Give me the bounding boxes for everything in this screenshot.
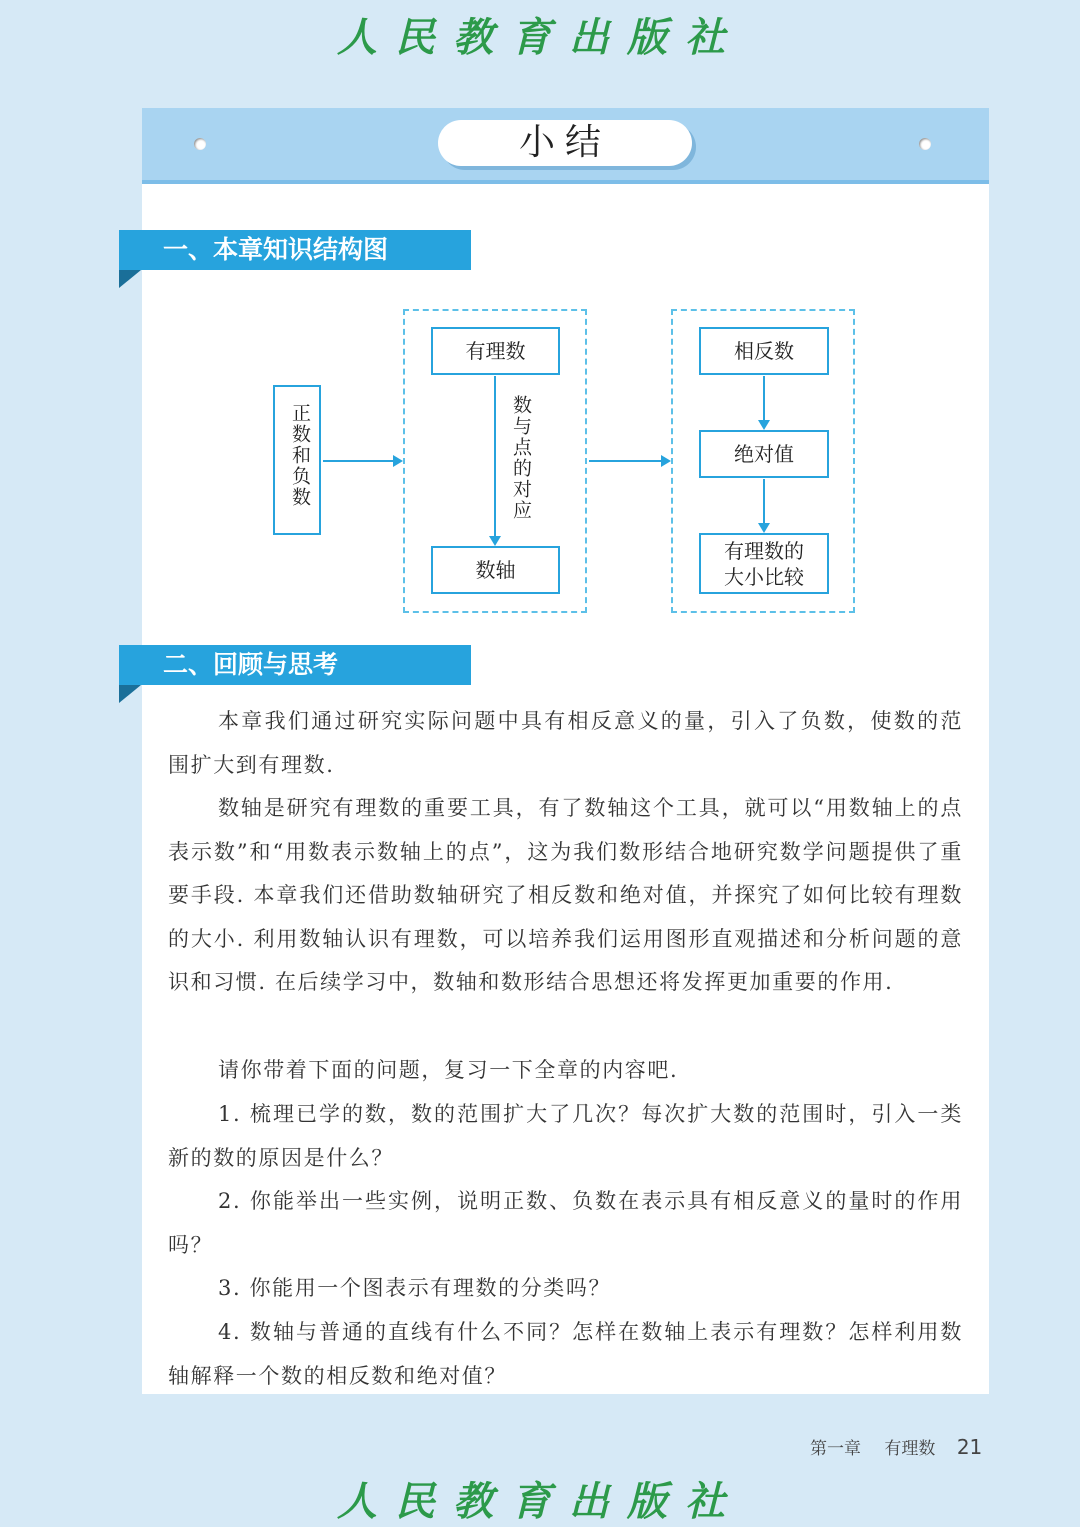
node-positive-negative: 正数和负数 xyxy=(273,385,321,535)
section-heading-review: 二、回顾与思考 xyxy=(119,645,471,685)
question-1: 1. 梳理已学的数，数的范围扩大了几次？每次扩大数的范围时，引入一类新的数的原因是什么？ xyxy=(168,1102,963,1170)
question-2: 2. 你能举出一些实例，说明正数、负数在表示具有相反意义的量时的作用吗？ xyxy=(168,1189,963,1257)
binder-hole-left xyxy=(194,138,206,150)
section-heading-structure: 一、本章知识结构图 xyxy=(119,230,471,270)
footer-chapter-title: 有理数 xyxy=(884,1439,936,1459)
question-4: 4. 数轴与普通的直线有什么不同？怎样在数轴上表示有理数？怎样利用数轴解释一个数的相反数和绝对值？ xyxy=(168,1320,963,1388)
footer-chapter: 第一章 xyxy=(810,1439,861,1459)
page-number: 21 xyxy=(956,1435,983,1459)
edge-label-number-point: 数与点的对应 xyxy=(510,395,532,521)
node-absolute-value: 绝对值 xyxy=(699,430,829,478)
arrow-to-opposite-group xyxy=(589,460,669,462)
paragraph-2: 数轴是研究有理数的重要工具，有了数轴这个工具，就可以“用数轴上的点表示数”和“用数表示数轴上的点”，这为我们数形结合地研究数学问题提供了重要手段. 本章我们还借助数轴研究了相反数和绝对值，并探究了如何比较有理数的大小. 利用数轴认识有理数，可以培养我们运用图形直观描述和分析问题的意识和习惯. 在后续学习中，数轴和数形结合思想还将发挥更加重要的作用. xyxy=(168,796,963,995)
paragraph-3: 请你带着下面的问题，复习一下全章的内容吧. xyxy=(218,1058,679,1082)
node-number-line: 数轴 xyxy=(431,546,560,594)
page-footer xyxy=(810,1434,982,1459)
node-rational-compare: 有理数的 大小比较 xyxy=(699,533,829,594)
binder-hole-right xyxy=(919,138,931,150)
publisher-logo-bottom: 人民教育出版社 xyxy=(337,1478,743,1525)
title-banner xyxy=(142,108,989,184)
publisher-logo-top: 人民教育出版社 xyxy=(337,14,743,61)
paragraph-1: 本章我们通过研究实际问题中具有相反意义的量，引入了负数，使数的范围扩大到有理数. xyxy=(168,709,963,777)
node-opposite-number: 相反数 xyxy=(699,327,829,375)
arrow-to-rational-group xyxy=(323,460,401,462)
node-rational: 有理数 xyxy=(431,327,560,375)
arrow-rational-to-axis xyxy=(494,376,496,544)
question-3: 3. 你能用一个图表示有理数的分类吗？ xyxy=(218,1276,612,1300)
arrow-opposite-to-absolute xyxy=(763,376,765,428)
arrow-absolute-to-compare xyxy=(763,479,765,531)
page-title: 小结 xyxy=(438,120,692,166)
